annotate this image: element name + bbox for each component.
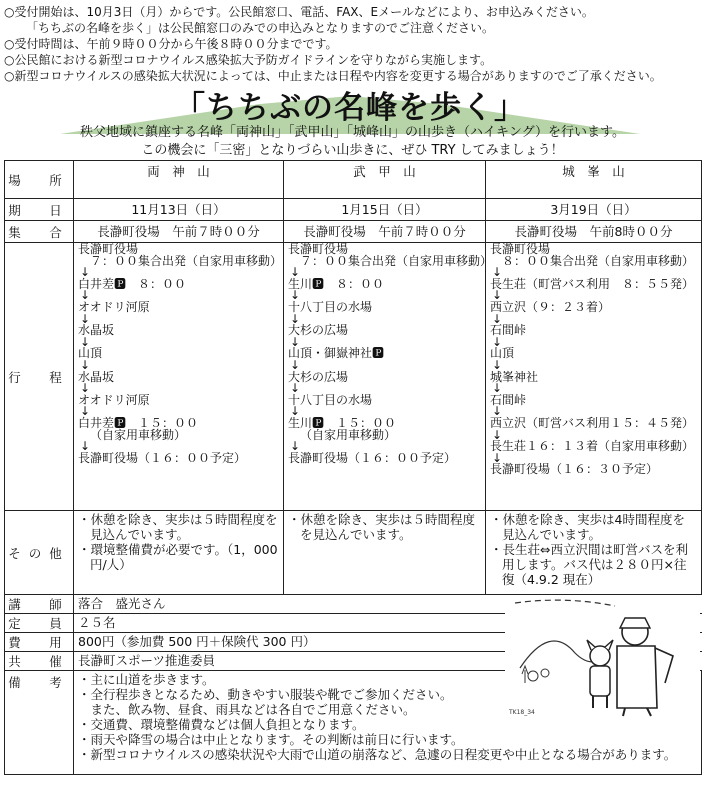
other-bukou	[284, 511, 486, 595]
date-cell: 11月13日（日）	[74, 199, 284, 221]
arrow-down-icon: ↓	[492, 450, 503, 465]
route-step: 長瀞町役場（１６：３０予定）	[490, 462, 659, 477]
intro-line: この機会に「三密」となりづらい山歩きに、ぜひ TRY してみましょう！	[141, 143, 564, 158]
row-meet	[5, 221, 702, 243]
route-step: オオドリ河原	[78, 299, 150, 314]
arrow-down-icon: ↓	[290, 404, 301, 419]
route-step: 生川🅿 １５：００	[288, 415, 397, 430]
illustration-caption: TK18_34	[509, 709, 535, 716]
arrow-down-icon: ↓	[492, 288, 503, 303]
notice-item: 「ちちぶの名峰を歩く」は公民館窓口のみでの申込みとなりますのでご注意ください。	[26, 21, 495, 35]
page-title: 「ちちぶの名峰を歩く」	[174, 90, 526, 126]
notice-item: ○受付開始は、10月3日（月）からです。公民館窓口、電話、FAX、Eメールなどにより、お申込みください。	[4, 5, 594, 19]
host-value: 長瀞町スポーツ推進委員	[74, 652, 702, 671]
arrow-down-icon: ↓	[80, 334, 91, 349]
route-step: 長生荘１６：１３着（自家用車移動）	[490, 439, 695, 454]
arrow-down-icon: ↓	[80, 381, 91, 396]
arrow-down-icon: ↓	[290, 334, 301, 349]
notice-item: ○公民館における新型コロナウイルス感染拡大予防ガイドラインを守りながら実施します。	[4, 53, 493, 67]
notice-list	[4, 4, 702, 84]
route-step: ７：００集合出発（自家用車移動）	[90, 253, 283, 268]
label-capacity: 定 員	[5, 614, 74, 633]
cost-value: 800円（参加費 500 円＋保険代 300 円）	[74, 633, 702, 652]
label-other: その他	[5, 511, 74, 595]
route-step: （自家用車移動）	[90, 427, 187, 442]
route-ryokami	[74, 243, 284, 511]
arrow-down-icon: ↓	[492, 311, 503, 326]
other-joumine	[486, 511, 702, 595]
route-step: 山頂	[490, 346, 515, 361]
other-ryokami	[74, 511, 284, 595]
label-host: 共 催	[5, 652, 74, 671]
arrow-down-icon: ↓	[492, 334, 503, 349]
label-cost: 費 用	[5, 633, 74, 652]
route-step: 長生荘（町営バス利用 ８：５５発）	[490, 276, 695, 291]
route-step: 十八丁目の水場	[288, 299, 373, 314]
arrow-down-icon: ↓	[492, 427, 503, 442]
label-place: 場 所	[5, 161, 74, 199]
arrow-down-icon: ↓	[290, 311, 301, 326]
route-step: 石間峠	[490, 392, 527, 407]
note-item: ・主に山道を歩きます。	[78, 672, 215, 687]
other-item: ・休憩を除き、実歩は4時間程度を見込んでいます。	[490, 512, 685, 542]
arrow-down-icon: ↓	[80, 439, 91, 454]
label-itinerary: 行 程	[5, 243, 74, 511]
intro-line: 秩父地域に鎮座する名峰「両神山」「武甲山」「城峰山」の山歩き（ハイキング）を行います。	[80, 125, 625, 140]
capacity-value: ２５名	[74, 614, 702, 633]
route-step: 西立沢（９：２３着）	[490, 299, 611, 314]
arrow-down-icon: ↓	[492, 404, 503, 419]
arrow-down-icon: ↓	[492, 265, 503, 280]
route-step: 白井差🅿 ８：００	[78, 276, 187, 291]
note-item: また、飲み物、昼食、雨具などは各自でご用意ください。	[78, 702, 416, 717]
other-item: ・休憩を除き、実歩は５時間程度を見込んでいます。	[288, 512, 476, 542]
route-step: 長瀞町役場（１６：００予定）	[78, 450, 247, 465]
arrow-down-icon: ↓	[492, 381, 503, 396]
hiker-with-dog-illustration-icon	[505, 598, 700, 718]
label-notes: 備 考	[5, 671, 74, 775]
notice-item: ○受付時間は、午前９時００分から午後８時００分までです。	[4, 37, 338, 51]
route-step: 大杉の広場	[288, 323, 349, 338]
route-step: 大杉の広場	[288, 369, 349, 384]
route-step: 山頂	[78, 346, 103, 361]
notice-item: ○新型コロナウイルスの感染拡大状況によっては、中止または日程や内容を変更する場合がありますのでご了承ください。	[4, 69, 662, 83]
other-item: ・環境整備費が必要です。（1，000円/人）	[78, 542, 278, 572]
arrow-down-icon: ↓	[80, 404, 91, 419]
route-step: 水晶坂	[78, 369, 115, 384]
arrow-down-icon: ↓	[80, 265, 91, 280]
route-step: 石間峠	[490, 323, 527, 338]
arrow-down-icon: ↓	[290, 288, 301, 303]
mountain-bukou: 武 甲 山	[284, 161, 486, 199]
date-cell: 3月19日（日）	[486, 199, 702, 221]
row-place	[5, 161, 702, 199]
arrow-down-icon: ↓	[290, 357, 301, 372]
arrow-down-icon: ↓	[290, 381, 301, 396]
route-step: 白井差🅿 １５：００	[78, 415, 199, 430]
arrow-down-icon: ↓	[80, 288, 91, 303]
row-itinerary	[5, 243, 702, 511]
route-joumine	[486, 243, 702, 511]
note-item: ・雨天や降雪の場合は中止となります。その判断は前日に行います。	[78, 732, 464, 747]
instructor-value: 落合 盛光さん	[74, 595, 702, 614]
note-item: ・新型コロナウイルスの感染状況や大雨で山道の崩落など、急遽の日程変更や中止となる場合があります。	[78, 747, 677, 762]
route-step: 十八丁目の水場	[288, 392, 373, 407]
arrow-down-icon: ↓	[290, 439, 301, 454]
label-meet: 集 合	[5, 221, 74, 243]
row-date	[5, 199, 702, 221]
route-bukou	[284, 242, 493, 511]
row-other	[5, 511, 702, 595]
route-step: 西立沢（町営バス利用１５：４５発）	[490, 415, 695, 430]
note-item: ・交通費、環境整備費などは個人負担となります。	[78, 717, 365, 732]
arrow-down-icon: ↓	[492, 357, 503, 372]
route-step: 水晶坂	[78, 323, 115, 338]
mountain-joumine: 城 峯 山	[486, 161, 702, 199]
date-cell: 1月15日（日）	[284, 199, 486, 221]
route-step: 長瀞町役場	[490, 242, 551, 256]
intro-text	[0, 124, 705, 160]
label-date: 期 日	[5, 199, 74, 221]
route-step: （自家用車移動）	[300, 427, 397, 442]
route-step: オオドリ河原	[78, 392, 150, 407]
arrow-down-icon: ↓	[80, 357, 91, 372]
arrow-down-icon: ↓	[80, 311, 91, 326]
other-item: ・休憩を除き、実歩は５時間程度を見込んでいます。	[78, 512, 278, 542]
route-step: 長瀞町役場	[288, 242, 349, 256]
other-item: ・長生荘⇔西立沢間は町営バスを利用します。バス代は２８０円×往復（4.9.2 現在）	[490, 542, 688, 587]
meet-cell: 長瀞町役場 午前７時００分	[74, 221, 284, 243]
meet-cell: 長瀞町役場 午前8時００分	[486, 221, 702, 243]
route-step: ８：００集合出発（自家用車移動）	[502, 253, 695, 268]
meet-cell: 長瀞町役場 午前７時００分	[284, 221, 486, 243]
route-step: ７：００集合出発（自家用車移動）	[300, 253, 493, 268]
route-step: 長瀞町役場	[78, 242, 139, 256]
label-instructor: 講 師	[5, 595, 74, 614]
arrow-down-icon: ↓	[290, 265, 301, 280]
mountain-ryokami: 両 神 山	[74, 161, 284, 199]
route-step: 生川🅿 ８：００	[288, 276, 385, 291]
note-item: ・全行程歩きとなるため、動きやすい服装や靴でご参加ください。	[78, 687, 453, 702]
route-step: 山頂・御嶽神社🅿	[288, 346, 385, 361]
route-step: 城峯神社	[490, 369, 539, 384]
route-step: 長瀞町役場（１６：００予定）	[288, 450, 457, 465]
